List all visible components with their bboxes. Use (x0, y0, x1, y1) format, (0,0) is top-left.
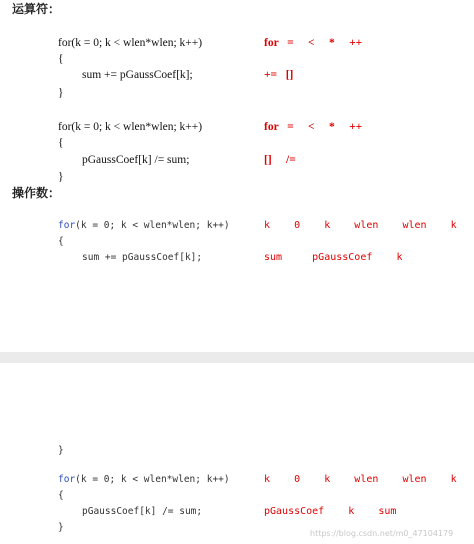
operand-list-line2: pGaussCoef k sum (264, 506, 397, 517)
code-open-brace: { (58, 490, 64, 501)
operator-list-line2: += [] (264, 69, 294, 81)
heading-operators: 运算符： (12, 2, 61, 16)
operand-list-line1: k 0 k wlen wlen k (264, 220, 457, 231)
operator-list-line1: for = < * ++ (264, 37, 363, 49)
code-for-line: for(k = 0; k < wlen*wlen; k++) (58, 121, 203, 133)
code-close-brace: } (58, 171, 64, 183)
code-statement: sum += pGaussCoef[k]; (82, 252, 203, 263)
for-clause: (k = 0; k < wlen*wlen; k++) (75, 220, 230, 231)
watermark: https://blog.csdn.net/m0_47104179 (310, 529, 454, 538)
code-for-line: for(k = 0; k < wlen*wlen; k++) (58, 37, 203, 49)
code-statement: sum += pGaussCoef[k]; (82, 69, 193, 81)
code-close-brace: } (58, 522, 64, 533)
for-keyword: for (58, 474, 76, 485)
page-divider (0, 352, 474, 363)
for-keyword: for (58, 220, 76, 231)
operand-list-line1: k 0 k wlen wlen k (264, 474, 457, 485)
code-close-brace: } (58, 87, 64, 99)
code-for-line (58, 221, 230, 231)
code-open-brace: { (58, 137, 64, 149)
for-clause: (k = 0; k < wlen*wlen; k++) (75, 474, 230, 485)
code-statement: pGaussCoef[k] /= sum; (82, 506, 203, 517)
operand-list-line2: sum pGaussCoef k (264, 252, 403, 263)
code-open-brace: { (58, 236, 64, 247)
code-for-line (58, 475, 230, 485)
operator-list-line2: [] /= (264, 154, 296, 166)
operator-list-line1: for = < * ++ (264, 121, 363, 133)
heading-operands: 操作数： (12, 186, 61, 200)
code-open-brace: { (58, 53, 64, 65)
code-close-brace: } (58, 445, 64, 456)
code-statement: pGaussCoef[k] /= sum; (82, 154, 190, 166)
